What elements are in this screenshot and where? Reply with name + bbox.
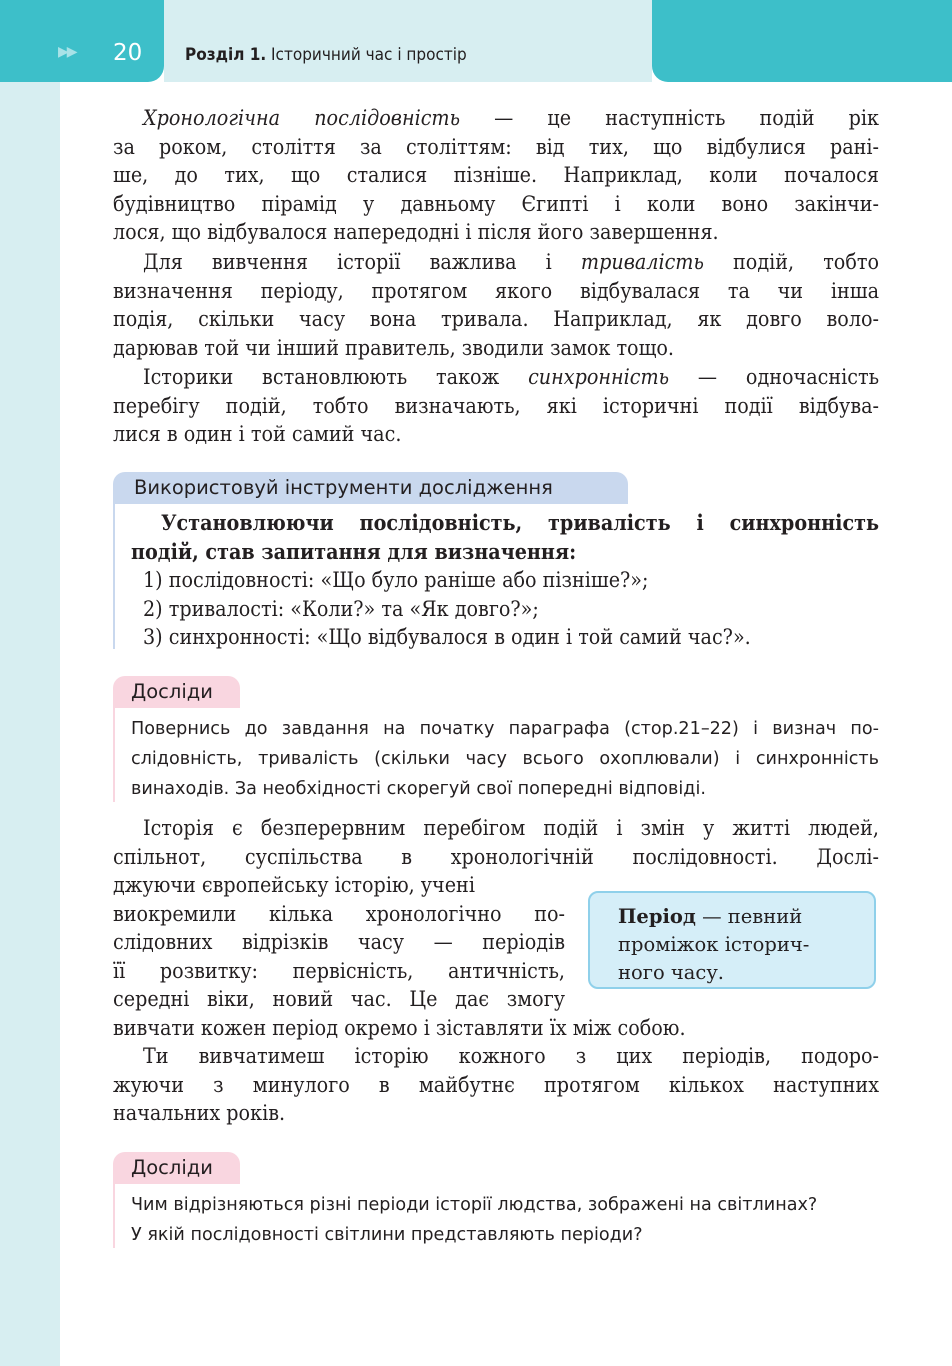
definition-box-period (588, 891, 876, 989)
paragraph-chronology (113, 105, 879, 248)
paragraph-duration (113, 249, 879, 363)
section-name: Історичний час і простір (266, 45, 467, 65)
page-number: 20 (113, 40, 143, 66)
research-box-text (131, 714, 879, 804)
text-line: слідовних відрізків часу — періодів (113, 930, 565, 956)
term-duration: тривалість (580, 250, 704, 275)
text-line: лися в один і той самий час. (113, 422, 402, 448)
term-synchronicity: синхронність (528, 365, 670, 390)
research-box-header (113, 1152, 240, 1184)
text-line: спільнот, суспільства в хронологічній послідовності. Дослі- (113, 844, 879, 870)
tools-item-synchronicity: 3) синхронності: «Що відбувалося в один і той самий час?». (143, 625, 751, 651)
research-box-text (131, 1190, 879, 1250)
text-line: Історія є безперервним перебігом подій і змін у житті людей, (143, 816, 879, 841)
research-box-title: Досліди (131, 680, 213, 703)
double-arrow-icon: ▶▶ (58, 44, 76, 60)
text-line: лося, що відбувалося напередодні і після його завершення. (113, 220, 719, 246)
left-margin-strip (0, 0, 60, 1366)
paragraph-study-periods (113, 1043, 879, 1129)
text-line: Для вивчення історії важлива і тривалість подій, тобто (143, 250, 880, 275)
header-right-tab (652, 0, 952, 82)
tools-box-content (131, 510, 879, 653)
research-box-border (113, 708, 115, 802)
research-box-border (113, 1184, 115, 1248)
text-line: жуючи з минулого в майбутнє протягом кількох наступних (113, 1072, 879, 1098)
definition-text: Період — певний проміжок історич- ного часу. (618, 905, 810, 984)
text-line: винаходів. За необхідності скорегуй свої попередні відповіді. (131, 779, 706, 799)
section-label: Розділ 1. (185, 45, 267, 65)
text-line: за роком, століття за століттям: від тих, що відбулися рані- (113, 134, 879, 160)
text-line: слідовність, тривалість (скільки часу всього охоплювали) і синхронність (131, 749, 879, 769)
text-line: начальних років. (113, 1101, 286, 1127)
text-line: вивчати кожен період окремо і зіставляти їх між собою. (113, 1016, 686, 1041)
paragraph-history-periods (113, 815, 879, 872)
text-line: Чим відрізняються різні періоди історії людства, зображені на світлинах? (131, 1195, 818, 1215)
section-title (185, 45, 467, 65)
text-line: У якій послідовності світлини представляють періоди? (131, 1225, 643, 1245)
tools-bold-line: подій, став запитання для визначення: (131, 539, 577, 565)
text-line: Хронологічна послідовність — це наступність подій рік (143, 106, 879, 131)
text-line: джуючи європейську історію, учені (113, 873, 475, 898)
tools-box-header (113, 472, 628, 504)
tools-item-duration: 2) тривалості: «Коли?» та «Як довго?»; (143, 596, 539, 622)
text-line: будівництво пірамід у давньому Єгипті і коли воно закінчи- (113, 191, 879, 217)
term-chronology: Хронологічна послідовність (143, 106, 461, 131)
definition-term: Період (618, 905, 696, 928)
tools-item-sequence: 1) послідовності: «Що було раніше або пізніше?»; (143, 568, 649, 594)
paragraph-history-periods-end (113, 1015, 879, 1044)
text-line: Ти вивчатимеш історію кожного з цих періодів, подоро- (143, 1044, 879, 1069)
tools-box-title: Використовуй інструменти дослідження (134, 476, 553, 499)
text-line: Повернись до завдання на початку параграфа (стор.21–22) і визнач по- (131, 719, 879, 739)
tools-box-border (113, 504, 115, 649)
header-band (164, 0, 652, 82)
text-line: ше, до тих, що сталися пізніше. Наприклад, коли почалося (113, 163, 879, 189)
text-line: Історики встановлюють також синхронність — одночасність (143, 365, 880, 390)
tools-bold-line: Установлюючи послідовність, тривалість і синхронність (161, 511, 879, 536)
research-box-title: Досліди (131, 1156, 213, 1179)
text-line: виокремили кілька хронологічно по- (113, 901, 565, 927)
text-line: середні віки, новий час. Це дає змогу (113, 987, 565, 1013)
research-box-header (113, 676, 240, 708)
text-line: дарював той чи інший правитель, зводили замок тощо. (113, 335, 675, 361)
paragraph-history-periods-wrap (113, 872, 565, 1015)
text-line: перебігу подій, тобто визначають, які історичні події відбува- (113, 393, 879, 419)
paragraph-synchronicity (113, 364, 879, 450)
text-line: її розвитку: первісність, античність, (113, 958, 565, 984)
text-line: визначення періоду, протягом якого відбувалася та чи інша (113, 278, 879, 304)
text-line: подія, скільки часу вона тривала. Наприклад, як довго воло- (113, 307, 879, 333)
